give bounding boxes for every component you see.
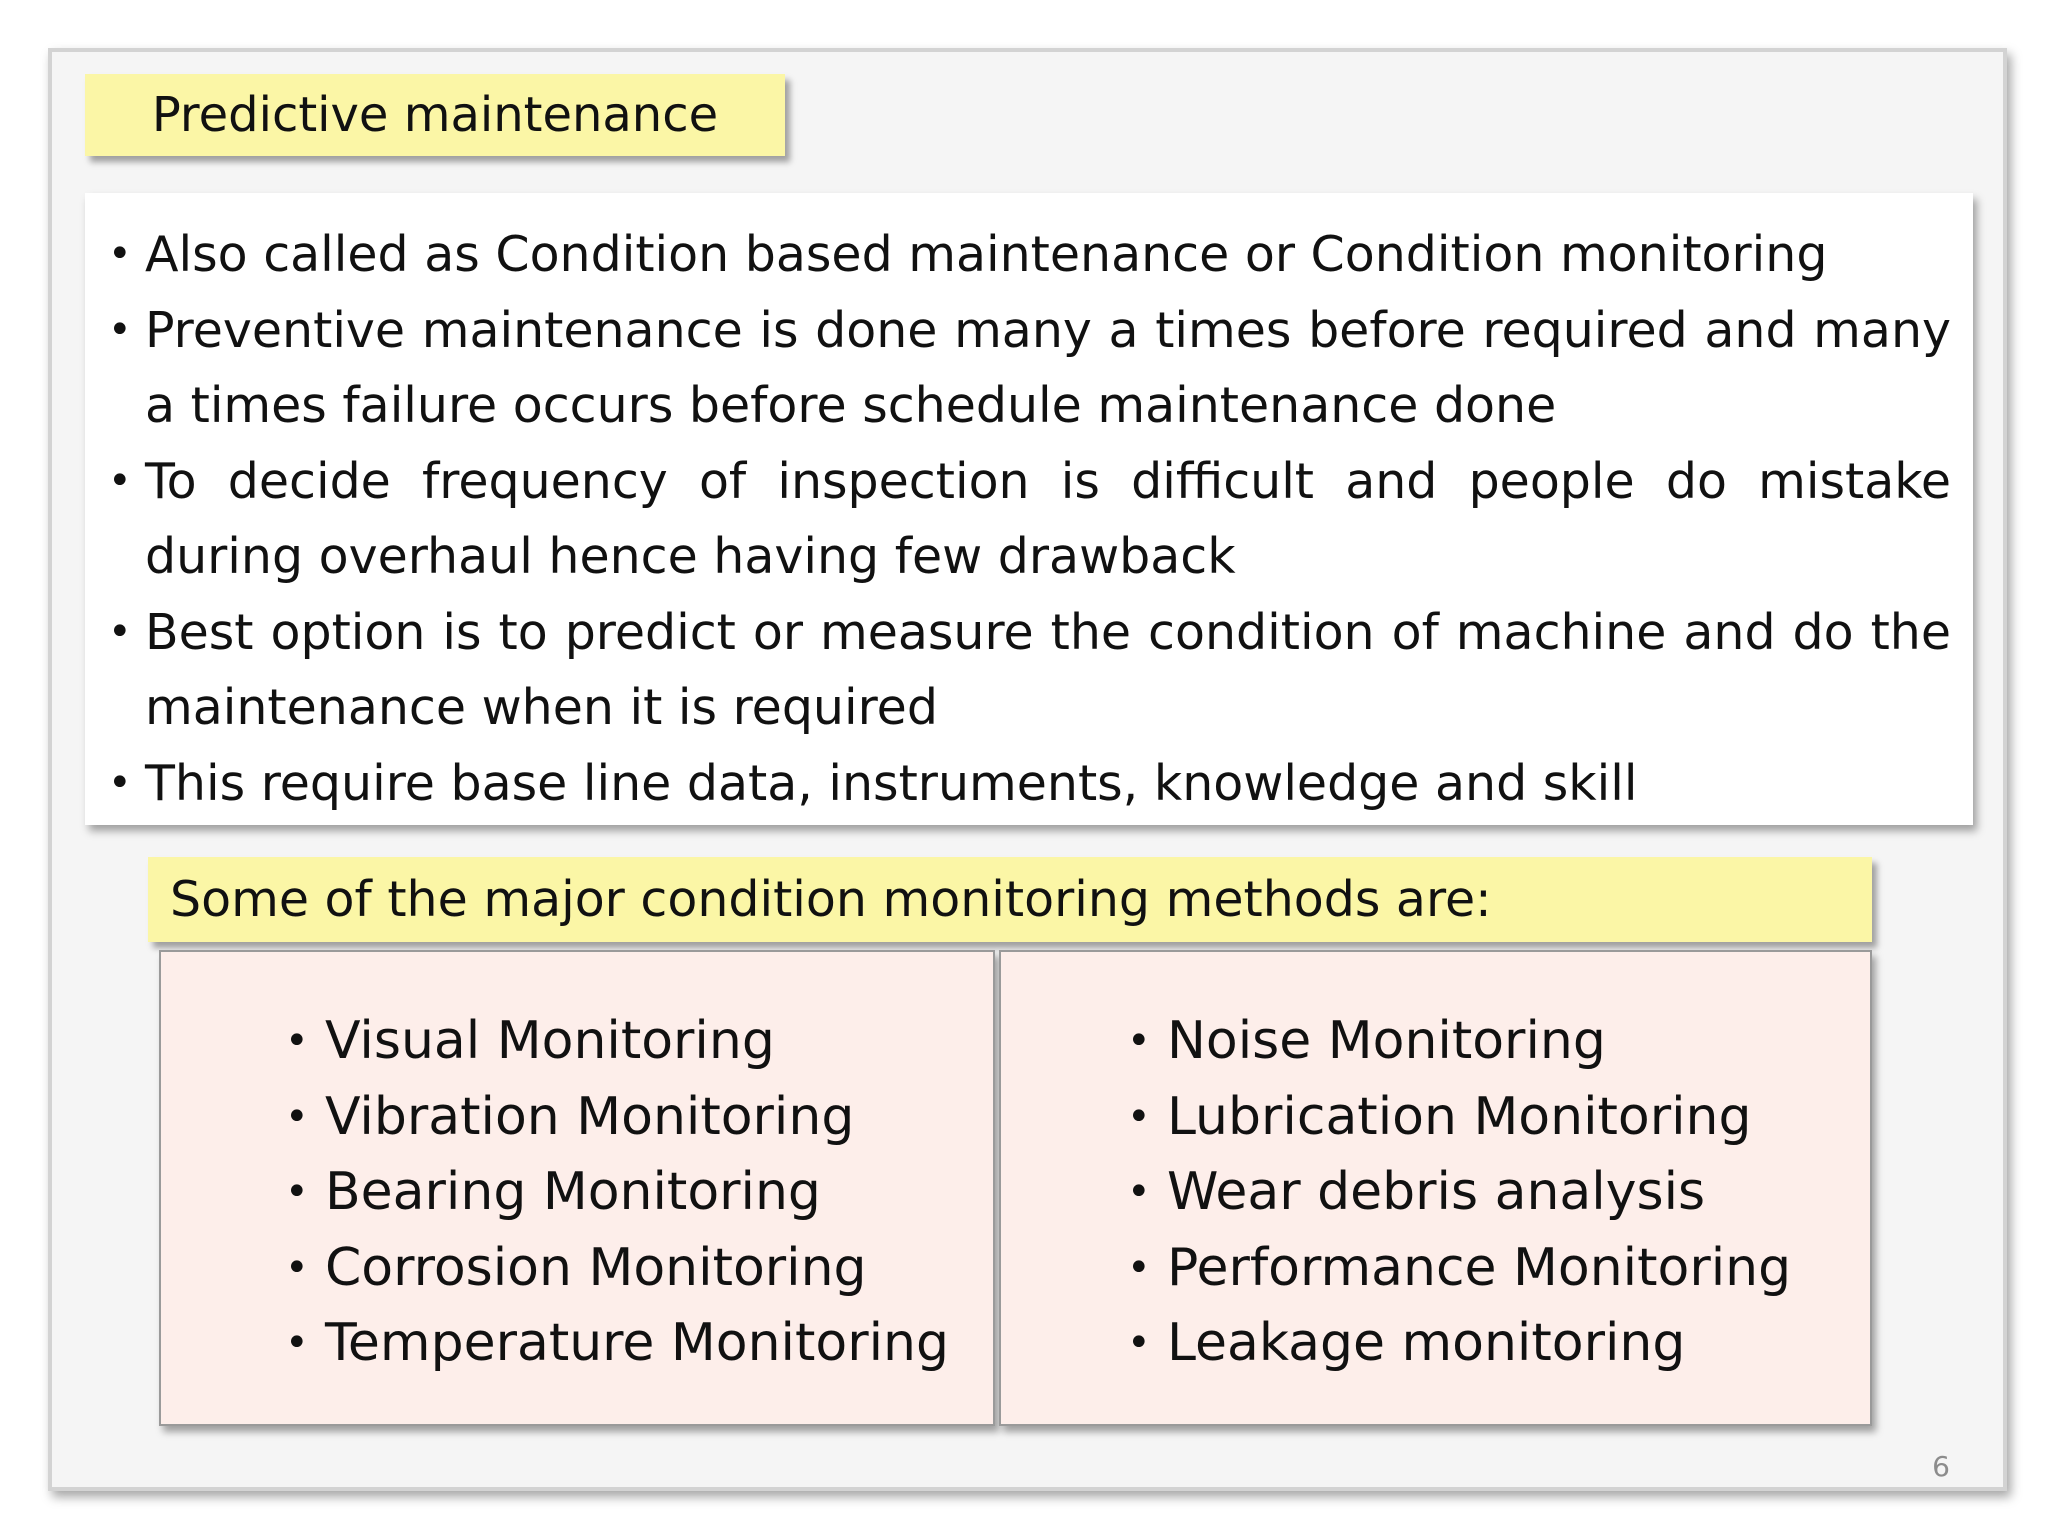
methods-right-panel [999, 950, 1872, 1426]
methods-heading [148, 857, 1872, 942]
bullet-dot-icon: • [108, 759, 132, 806]
slide-title-text: Predictive maintenance [151, 87, 719, 143]
method-item: • Temperature Monitoring [325, 1306, 993, 1382]
bullet-panel [85, 193, 1973, 825]
methods-heading-text: Some of the major condition monitoring methods are: [170, 871, 1492, 928]
bullet-item: • Best option is to predict or measure the condition of machine and do the maintenance when it is required [105, 595, 1951, 746]
method-item: • Lubrication Monitoring [1167, 1080, 1870, 1156]
methods-left-panel [159, 950, 995, 1426]
method-item: • Vibration Monitoring [325, 1080, 993, 1156]
bullet-dot-icon: • [285, 1320, 309, 1366]
bullet-dot-icon: • [1127, 1169, 1151, 1215]
bullet-dot-icon: • [108, 608, 132, 655]
method-item: • Visual Monitoring [325, 1004, 993, 1080]
bullet-dot-icon: • [1127, 1320, 1151, 1366]
bullet-dot-icon: • [1127, 1018, 1151, 1064]
bullet-item: • Also called as Condition based maintenance or Condition monitoring [105, 217, 1951, 293]
bullet-dot-icon: • [108, 306, 132, 353]
method-item: • Noise Monitoring [1167, 1004, 1870, 1080]
bullet-dot-icon: • [285, 1244, 309, 1291]
bullet-dot-icon: • [285, 1169, 309, 1215]
bullet-dot-icon: • [1127, 1244, 1151, 1291]
bullet-item: • Preventive maintenance is done many a times before required and many a times failure occurs before schedule maintenance done [105, 293, 1951, 444]
bullet-item: • To decide frequency of inspection is difficult and people do mistake during overhaul hence having few drawback [105, 444, 1951, 595]
bullet-dot-icon: • [285, 1093, 309, 1140]
bullet-dot-icon: • [108, 231, 132, 277]
methods-left-list [161, 1004, 993, 1382]
bullet-dot-icon: • [285, 1018, 309, 1064]
method-item: • Performance Monitoring [1167, 1231, 1870, 1307]
bullet-dot-icon: • [1127, 1093, 1151, 1140]
page-number: 6 [1932, 1450, 1950, 1483]
methods-right-list [1001, 1004, 1870, 1382]
method-item: • Leakage monitoring [1167, 1306, 1870, 1382]
method-item: • Wear debris analysis [1167, 1155, 1870, 1231]
bullet-item: • This require base line data, instruments, knowledge and skill [105, 746, 1951, 822]
method-item: • Corrosion Monitoring [325, 1231, 993, 1307]
bullet-dot-icon: • [108, 457, 132, 504]
method-item: • Bearing Monitoring [325, 1155, 993, 1231]
bullet-list [105, 217, 1951, 821]
slide-title [85, 74, 785, 156]
